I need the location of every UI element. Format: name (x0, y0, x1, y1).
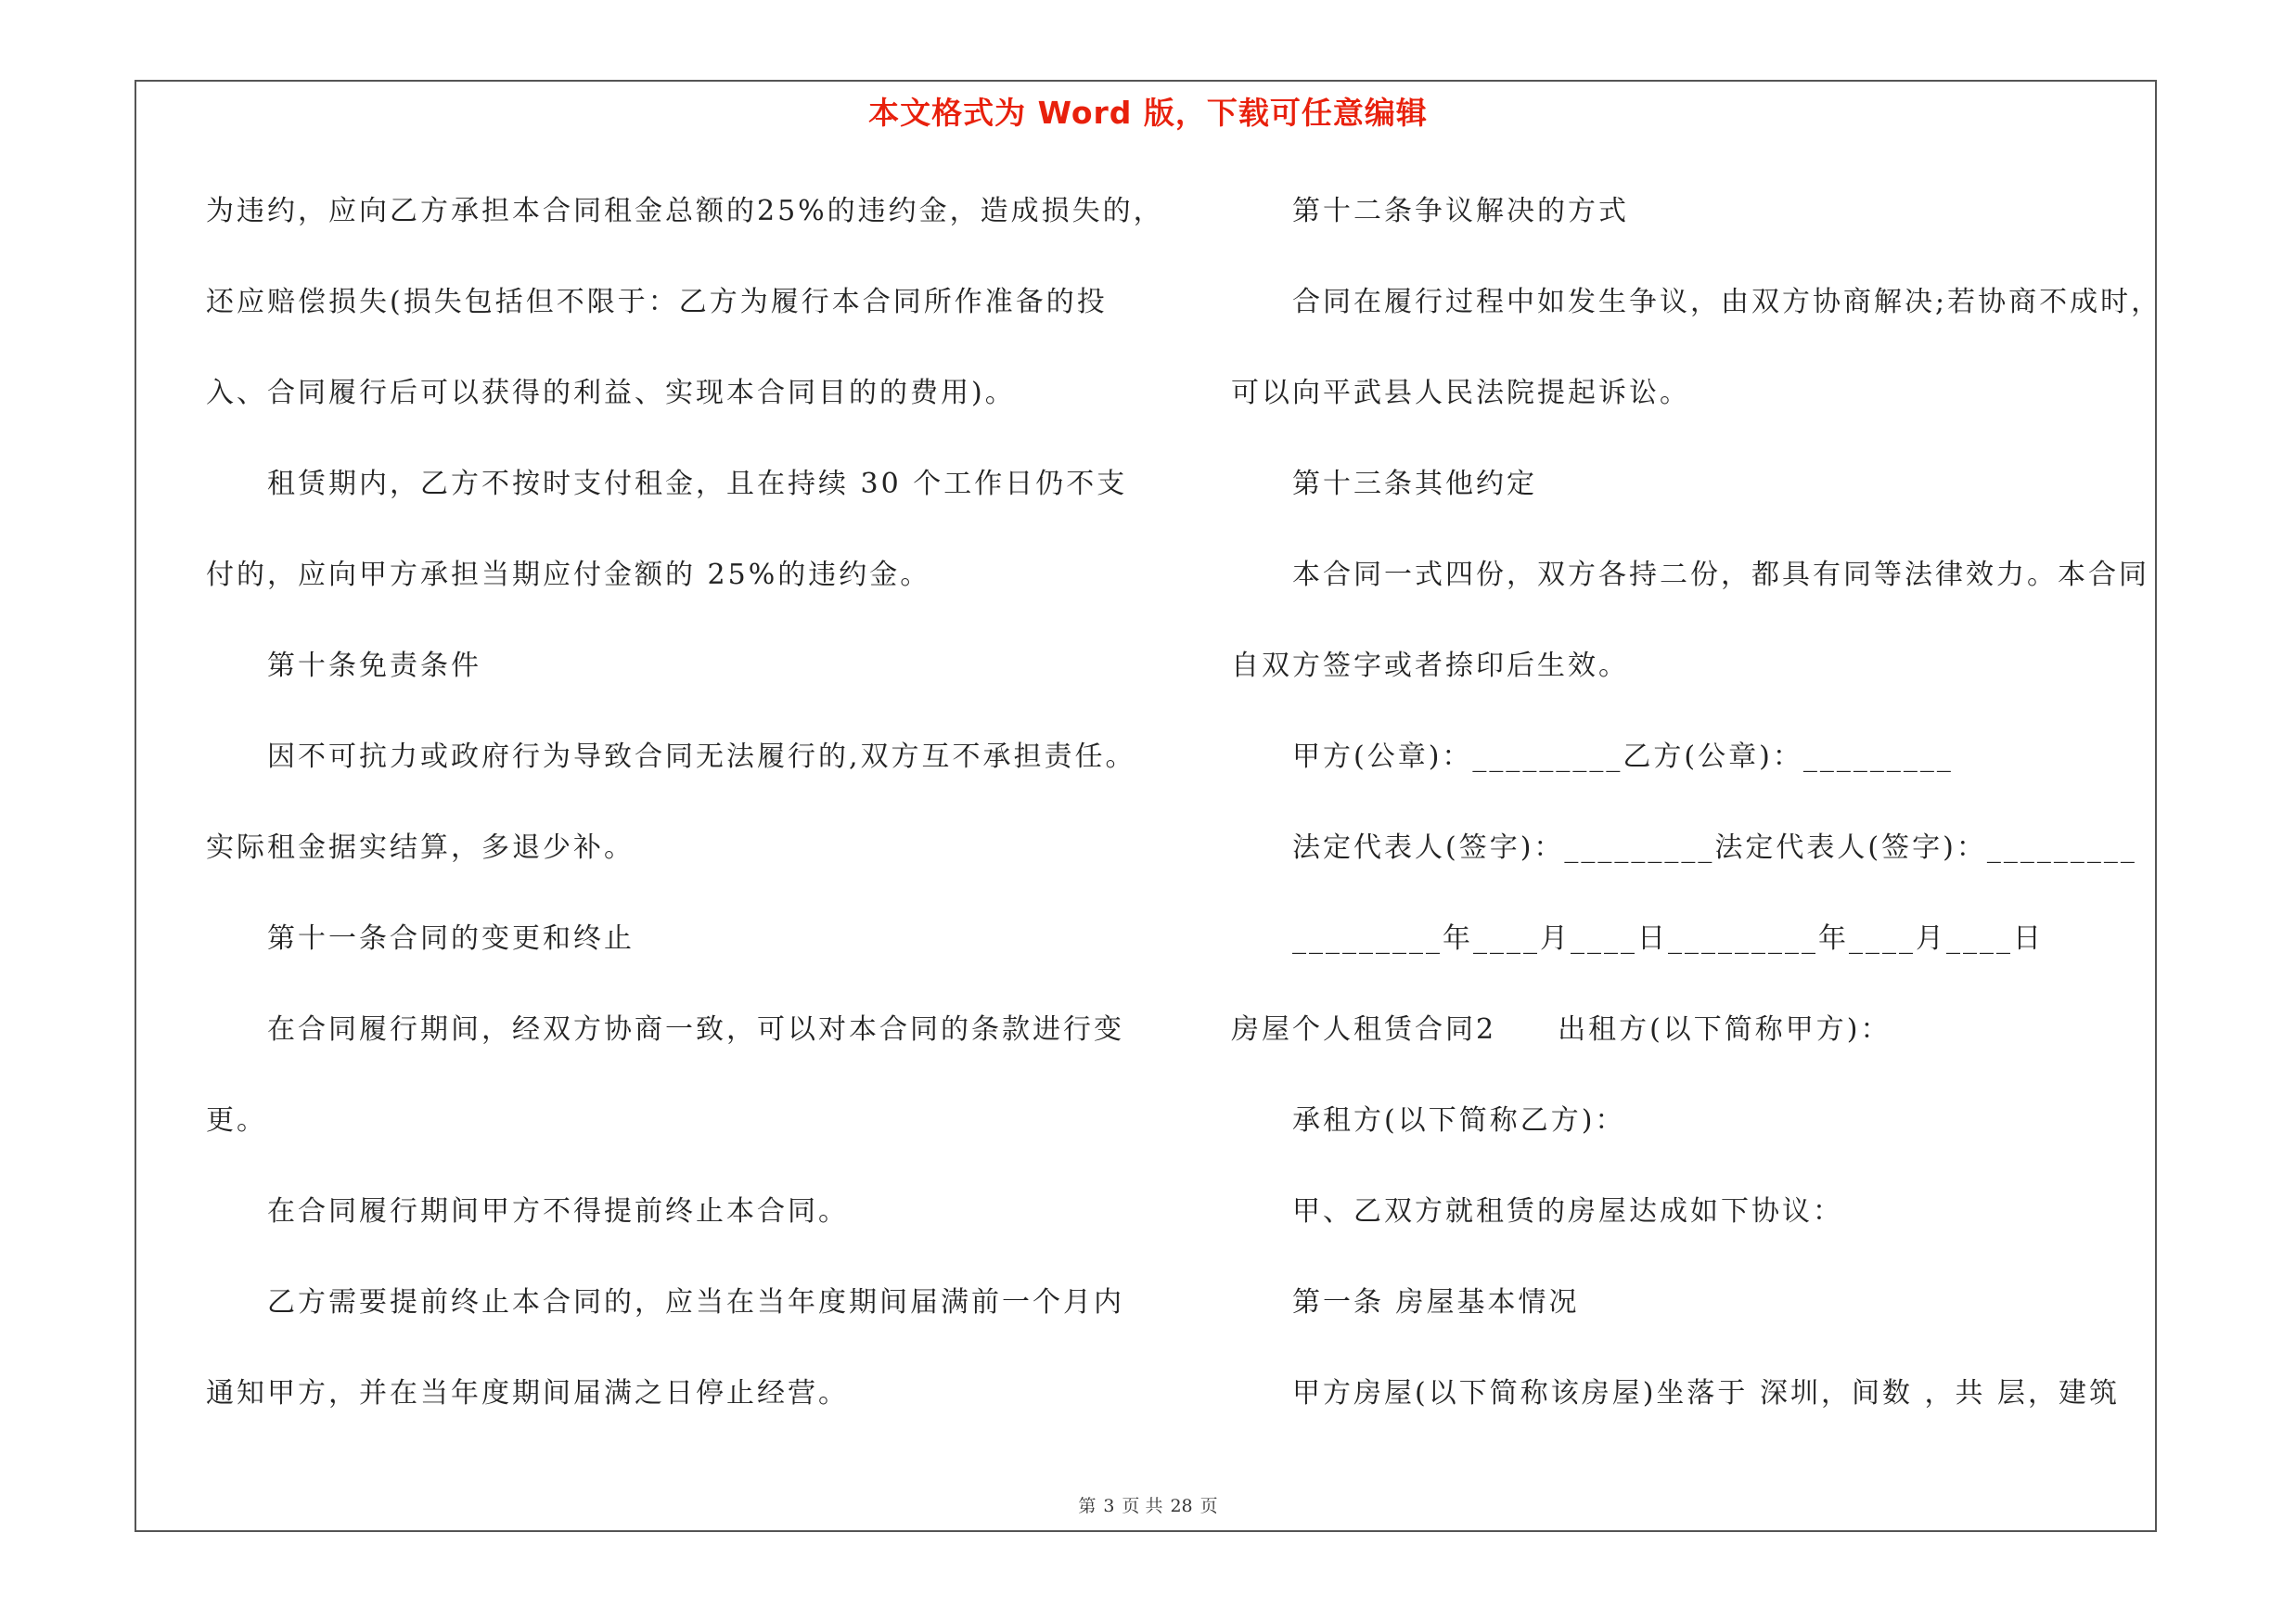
paragraph-line: 付的，应向甲方承担当期应付金额的 25%的违约金。 (206, 559, 931, 591)
signature-line-seal: 甲方(公章)：_________乙方(公章)：_________ (1292, 741, 1954, 773)
signature-line-date: _________年____月____日_________年____月____日 (1292, 922, 2044, 955)
paragraph-line: 因不可抗力或政府行为导致合同无法履行的,双方互不承担责任。 (267, 741, 1136, 773)
page-number-footer (0, 1492, 2296, 1517)
signature-line-representative: 法定代表人(签字)：_________法定代表人(签字)：_________ (1292, 831, 2137, 864)
right-text-column (1231, 182, 2168, 1455)
paragraph-line: 入、合同履行后可以获得的利益、实现本合同目的的费用)。 (206, 377, 1016, 409)
total-page-count: 28 (1170, 1496, 1193, 1516)
paragraph-line: 实际租金据实结算，多退少补。 (206, 831, 635, 864)
paragraph-line: 租赁期内，乙方不按时支付租金，且在持续 30 个工作日仍不支 (267, 468, 1128, 500)
paragraph-line: 更。 (206, 1104, 267, 1137)
section-heading: 第十条免责条件 (267, 650, 481, 682)
current-page-number: 3 (1103, 1496, 1115, 1516)
paragraph-line: 合同在履行过程中如发生争议，由双方协商解决;若协商不成时， (1292, 286, 2162, 318)
section-heading: 第十一条合同的变更和终止 (267, 922, 635, 955)
section-heading: 第一条 房屋基本情况 (1292, 1286, 1580, 1319)
footer-suffix: 页 (1199, 1496, 1218, 1516)
paragraph-line: 还应赔偿损失(损失包括但不限于：乙方为履行本合同所作准备的投 (206, 286, 1108, 318)
footer-prefix: 第 (1078, 1496, 1097, 1516)
format-notice-banner: 本文格式为 Word 版，下载可任意编辑 (868, 95, 1428, 131)
paragraph-line: 可以向平武县人民法院提起诉讼。 (1231, 377, 1690, 409)
paragraph-line: 在合同履行期间甲方不得提前终止本合同。 (267, 1195, 849, 1228)
footer-middle: 页 共 (1122, 1496, 1163, 1516)
paragraph-line: 通知甲方，并在当年度期间届满之日停止经营。 (206, 1377, 849, 1410)
paragraph-line: 自双方签字或者捺印后生效。 (1231, 650, 1629, 682)
paragraph-line: 为违约，应向乙方承担本合同租金总额的25%的违约金，造成损失的， (206, 195, 1164, 227)
contract-title-line: 房屋个人租赁合同2 出租方(以下简称甲方)： (1231, 1013, 1892, 1046)
paragraph-line: 乙方需要提前终止本合同的，应当在当年度期间届满前一个月内 (267, 1286, 1124, 1319)
section-heading: 第十三条其他约定 (1292, 468, 1537, 500)
paragraph-line: 承租方(以下简称乙方)： (1292, 1104, 1626, 1137)
paragraph-line: 在合同履行期间，经双方协商一致，可以对本合同的条款进行变 (267, 1013, 1124, 1046)
paragraph-line: 甲、乙双方就租赁的房屋达成如下协议： (1292, 1195, 1843, 1228)
paragraph-line: 本合同一式四份，双方各持二份，都具有同等法律效力。本合同 (1292, 559, 2149, 591)
section-heading: 第十二条争议解决的方式 (1292, 195, 1629, 227)
left-text-column (206, 182, 1164, 1455)
paragraph-line: 甲方房屋(以下简称该房屋)坐落于 深圳，间数 ，共 层，建筑 (1292, 1377, 2121, 1410)
